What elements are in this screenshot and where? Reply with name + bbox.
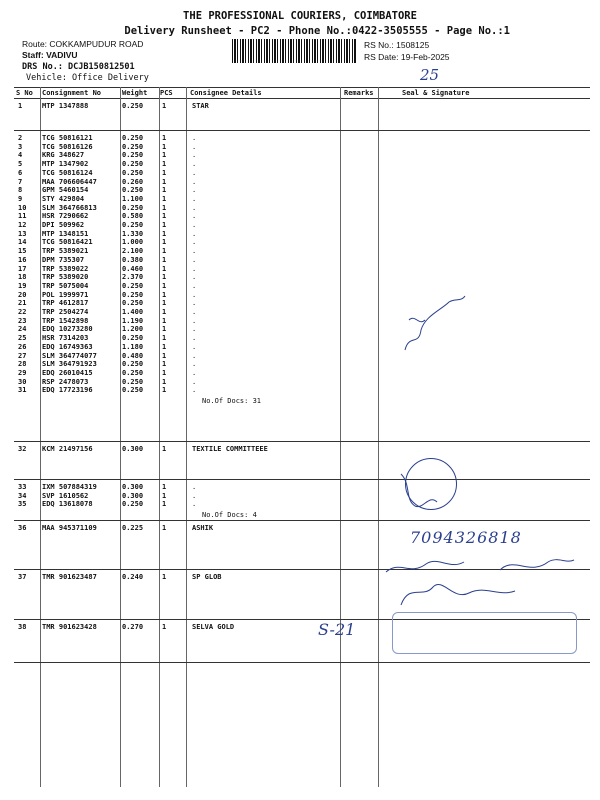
row-pcs: 1 [162, 151, 167, 160]
row-pcs: 1 [162, 524, 167, 532]
row-consignee-dot: . [192, 247, 197, 256]
row-weight: 2.100 [122, 247, 144, 256]
row-consignee: SP GLOB [192, 573, 222, 581]
row-pcs: 1 [162, 491, 167, 500]
row-consignment-no: TRP 1542898 [42, 316, 89, 325]
row-consignee: TEXTILE COMMITTEEE [192, 445, 268, 453]
row-sno: 17 [18, 264, 27, 273]
row-pcs: 1 [162, 368, 167, 377]
col-divider [340, 87, 341, 787]
row-consignee-dot: . [192, 238, 197, 247]
runsheet-table [14, 87, 590, 787]
row-sno: 34 [18, 491, 27, 500]
row-consignment-no: EDQ 13618078 [42, 500, 93, 509]
row-weight: 0.250 [122, 102, 144, 110]
row-sno: 33 [18, 483, 27, 491]
row-sno: 9 [18, 194, 23, 203]
row-consignment-no: RSP 2478073 [42, 377, 89, 386]
row-pcs: 1 [162, 290, 167, 299]
row-pcs: 1 [162, 221, 167, 229]
row-pcs: 1 [162, 316, 167, 325]
row-consignee-dot: . [192, 377, 197, 386]
row-pcs: 1 [162, 186, 167, 195]
row-consignment-no: MTP 1348151 [42, 229, 89, 238]
row-sno: 11 [18, 212, 27, 221]
row-consignment-no: SVP 1610562 [42, 491, 89, 500]
row-sno: 10 [18, 203, 27, 212]
vehicle-label: Vehicle: Office Delivery [26, 73, 149, 83]
row-consignee-dot: . [192, 212, 197, 221]
row-consignment-no: MAA 945371109 [42, 524, 97, 532]
table-header-border [14, 98, 590, 99]
row-consignment-no: TCG 50816124 [42, 168, 93, 177]
row-sno: 38 [18, 623, 27, 631]
row-consignment-no: IXM 507884319 [42, 483, 97, 491]
row-consignment-no: GPM 5460154 [42, 186, 89, 195]
textile-signature [395, 468, 455, 513]
row-consignment-no: DPM 735307 [42, 255, 85, 264]
row-consignment-no: DPI 509962 [42, 221, 85, 229]
row-sno: 25 [18, 334, 27, 343]
no-of-docs: No.Of Docs: 4 [202, 511, 257, 520]
signature-scribble [395, 290, 475, 360]
row-consignment-no: TRP 5389022 [42, 264, 89, 273]
row-consignment-no: EDQ 16749363 [42, 342, 93, 351]
row-sno: 31 [18, 386, 27, 395]
col-divider [40, 87, 41, 787]
row-consignment-no: EDQ 26010415 [42, 368, 93, 377]
row-pcs: 1 [162, 351, 167, 360]
row-weight: 0.250 [122, 186, 144, 195]
row-sno: 5 [18, 160, 23, 169]
row-sno: 19 [18, 281, 27, 290]
row-sno: 22 [18, 308, 27, 316]
row-weight: 0.260 [122, 177, 144, 186]
row-pcs: 1 [162, 573, 167, 581]
row-weight: 0.300 [122, 491, 144, 500]
row-consignee-dot: . [192, 334, 197, 343]
row-consignment-no: TRP 2504274 [42, 308, 89, 316]
row-consignee-dot: . [192, 229, 197, 238]
row-consignment-no: TCG 50816121 [42, 134, 93, 142]
row-weight: 1.330 [122, 229, 144, 238]
row-consignee-dot: . [192, 299, 197, 308]
row-consignment-no: SLM 364774077 [42, 351, 97, 360]
row-pcs: 1 [162, 299, 167, 308]
row-sno: 15 [18, 247, 27, 256]
row-sno: 6 [18, 168, 23, 177]
handwritten-phone: 7094326818 [410, 528, 522, 547]
row-consignee-dot: . [192, 491, 197, 500]
row-weight: 1.100 [122, 194, 144, 203]
row-sno: 27 [18, 351, 27, 360]
row-sno: 2 [18, 134, 23, 142]
row-consignment-no: KCM 21497156 [42, 445, 93, 453]
no-of-docs: No.Of Docs: 31 [202, 397, 262, 405]
row-pcs: 1 [162, 134, 167, 142]
staff-label: Staff: VADIVU [22, 50, 78, 60]
row-pcs: 1 [162, 342, 167, 351]
row-pcs: 1 [162, 281, 167, 290]
row-weight: 0.480 [122, 351, 144, 360]
row-consignment-no: SLM 364791923 [42, 360, 97, 369]
row-pcs: 1 [162, 168, 167, 177]
row-pcs: 1 [162, 212, 167, 221]
row-consignment-no: EDQ 17723196 [42, 386, 93, 395]
row-sno: 4 [18, 151, 23, 160]
row-pcs: 1 [162, 229, 167, 238]
selva-gold-stamp [392, 612, 577, 654]
col-divider [186, 87, 187, 787]
group-separator [14, 130, 590, 131]
row-consignment-no: MAA 706606447 [42, 177, 97, 186]
header-remarks: Remarks [344, 89, 374, 97]
row-pcs: 1 [162, 177, 167, 186]
row-weight: 0.300 [122, 483, 144, 491]
row-consignment-no: SLM 364766813 [42, 203, 97, 212]
row-consignment-no: TMR 901623487 [42, 573, 97, 581]
row-sno: 36 [18, 524, 27, 532]
row-consignee-dot: . [192, 316, 197, 325]
row-consignee-dot: . [192, 290, 197, 299]
row-consignment-no: TRP 4612817 [42, 299, 89, 308]
row-pcs: 1 [162, 238, 167, 247]
barcode [232, 39, 357, 63]
row-consignee-dot: . [192, 308, 197, 316]
row-consignee: STAR [192, 102, 209, 110]
row-sno: 21 [18, 299, 27, 308]
row-sno: 3 [18, 142, 23, 151]
row-consignee-dot: . [192, 186, 197, 195]
row-pcs: 1 [162, 255, 167, 264]
row-weight: 0.250 [122, 142, 144, 151]
row-weight: 1.190 [122, 316, 144, 325]
row-weight: 0.250 [122, 377, 144, 386]
row-sno: 18 [18, 273, 27, 282]
row-weight: 0.250 [122, 221, 144, 229]
handwritten-count: 25 [420, 66, 440, 84]
row-consignment-no: EDQ 10273280 [42, 325, 93, 334]
handwritten-selva-note: S-21 [318, 620, 356, 639]
row-consignee-dot: . [192, 360, 197, 369]
row-consignee-dot: . [192, 221, 197, 229]
row-weight: 1.200 [122, 325, 144, 334]
row-pcs: 1 [162, 483, 167, 491]
row-pcs: 1 [162, 203, 167, 212]
row-weight: 0.250 [122, 360, 144, 369]
row-sno: 20 [18, 290, 27, 299]
row-pcs: 1 [162, 623, 167, 631]
sp-glob-signature [395, 575, 545, 615]
row-consignment-no: TCG 50816126 [42, 142, 93, 151]
row-consignment-no: MTP 1347902 [42, 160, 89, 169]
row-weight: 0.250 [122, 299, 144, 308]
row-sno: 12 [18, 221, 27, 229]
runsheet-title: Delivery Runsheet - PC2 - Phone No.:0422-3505555 - Page No.:1 [124, 25, 510, 37]
row-consignee-dot: . [192, 264, 197, 273]
group-separator [14, 441, 590, 442]
row-sno: 24 [18, 325, 27, 334]
row-pcs: 1 [162, 308, 167, 316]
row-consignment-no: TRP 5075004 [42, 281, 89, 290]
row-pcs: 1 [162, 160, 167, 169]
row-sno: 14 [18, 238, 27, 247]
row-weight: 0.250 [122, 160, 144, 169]
row-consignee-dot: . [192, 325, 197, 334]
row-weight: 0.250 [122, 151, 144, 160]
row-weight: 2.370 [122, 273, 144, 282]
row-pcs: 1 [162, 360, 167, 369]
row-consignee-dot: . [192, 500, 197, 509]
row-consignee-dot: . [192, 342, 197, 351]
row-weight: 0.300 [122, 445, 144, 453]
row-sno: 30 [18, 377, 27, 386]
header-consignment: Consignment No [42, 89, 102, 97]
header-weight: Weight [122, 89, 148, 97]
row-consignment-no: TMR 901623428 [42, 623, 97, 631]
row-consignment-no: TCG 50816421 [42, 238, 93, 247]
header-seal-signature: Seal & Signature [402, 89, 470, 97]
row-sno: 26 [18, 342, 27, 351]
row-consignment-no: HSR 7314203 [42, 334, 89, 343]
row-pcs: 1 [162, 264, 167, 273]
header-pcs: PCS [160, 89, 173, 97]
row-pcs: 1 [162, 445, 167, 453]
row-consignee-dot: . [192, 203, 197, 212]
group-separator [14, 520, 590, 521]
row-pcs: 1 [162, 500, 167, 509]
row-pcs: 1 [162, 247, 167, 256]
row-consignee-dot: . [192, 281, 197, 290]
row-pcs: 1 [162, 194, 167, 203]
row-sno: 16 [18, 255, 27, 264]
row-consignment-no: TRP 5389020 [42, 273, 89, 282]
row-consignee: SELVA GOLD [192, 623, 235, 631]
row-pcs: 1 [162, 142, 167, 151]
row-consignee: ASHIK [192, 524, 214, 532]
rs-number: RS No.: 1508125 [364, 40, 430, 50]
row-weight: 0.225 [122, 524, 144, 532]
row-consignee-dot: . [192, 386, 197, 395]
row-consignment-no: TRP 5389021 [42, 247, 89, 256]
row-weight: 0.250 [122, 368, 144, 377]
row-pcs: 1 [162, 102, 167, 110]
row-sno: 37 [18, 573, 27, 581]
row-weight: 0.250 [122, 168, 144, 177]
row-pcs: 1 [162, 334, 167, 343]
row-weight: 0.460 [122, 264, 144, 273]
row-consignee-dot: . [192, 160, 197, 169]
row-pcs: 1 [162, 325, 167, 334]
row-sno: 1 [18, 102, 23, 110]
row-weight: 0.250 [122, 500, 144, 509]
row-sno: 32 [18, 445, 27, 453]
row-pcs: 1 [162, 386, 167, 395]
row-sno: 23 [18, 316, 27, 325]
row-consignee-dot: . [192, 168, 197, 177]
row-consignment-no: HSR 7290662 [42, 212, 89, 221]
col-divider [120, 87, 121, 787]
row-pcs: 1 [162, 377, 167, 386]
row-weight: 1.180 [122, 342, 144, 351]
row-weight: 0.580 [122, 212, 144, 221]
row-sno: 8 [18, 186, 23, 195]
row-weight: 1.000 [122, 238, 144, 247]
row-consignee-dot: . [192, 151, 197, 160]
row-consignee-dot: . [192, 142, 197, 151]
row-weight: 0.250 [122, 203, 144, 212]
row-sno: 28 [18, 360, 27, 369]
company-title: THE PROFESSIONAL COURIERS, COIMBATORE [183, 10, 417, 22]
drs-number: DRS No.: DCJB150812501 [22, 62, 135, 72]
group-separator [14, 479, 590, 480]
row-consignment-no: POL 1999971 [42, 290, 89, 299]
rs-date: RS Date: 19-Feb-2025 [364, 52, 450, 62]
row-weight: 0.250 [122, 386, 144, 395]
row-sno: 13 [18, 229, 27, 238]
header-consignee: Consignee Details [190, 89, 262, 97]
row-weight: 0.250 [122, 281, 144, 290]
table-top-border [14, 87, 590, 88]
header-sno: S No [16, 89, 33, 97]
col-divider [159, 87, 160, 787]
row-consignee-dot: . [192, 134, 197, 142]
row-weight: 0.240 [122, 573, 144, 581]
group-separator [14, 662, 590, 663]
row-weight: 0.250 [122, 334, 144, 343]
row-consignment-no: KRG 348627 [42, 151, 85, 160]
row-consignee-dot: . [192, 368, 197, 377]
row-consignee-dot: . [192, 177, 197, 186]
col-divider [378, 87, 379, 787]
row-sno: 29 [18, 368, 27, 377]
row-weight: 0.250 [122, 134, 144, 142]
row-consignee-dot: . [192, 255, 197, 264]
route-label: Route: COKKAMPUDUR ROAD [22, 39, 144, 49]
row-consignee-dot: . [192, 273, 197, 282]
row-weight: 0.380 [122, 255, 144, 264]
row-sno: 35 [18, 500, 27, 509]
row-consignment-no: MTP 1347888 [42, 102, 89, 110]
row-weight: 0.250 [122, 290, 144, 299]
row-consignee-dot: . [192, 351, 197, 360]
row-consignment-no: STY 429804 [42, 194, 85, 203]
row-weight: 0.270 [122, 623, 144, 631]
row-pcs: 1 [162, 273, 167, 282]
row-sno: 7 [18, 177, 23, 186]
row-weight: 1.400 [122, 308, 144, 316]
row-consignee-dot: . [192, 483, 197, 491]
row-consignee-dot: . [192, 194, 197, 203]
